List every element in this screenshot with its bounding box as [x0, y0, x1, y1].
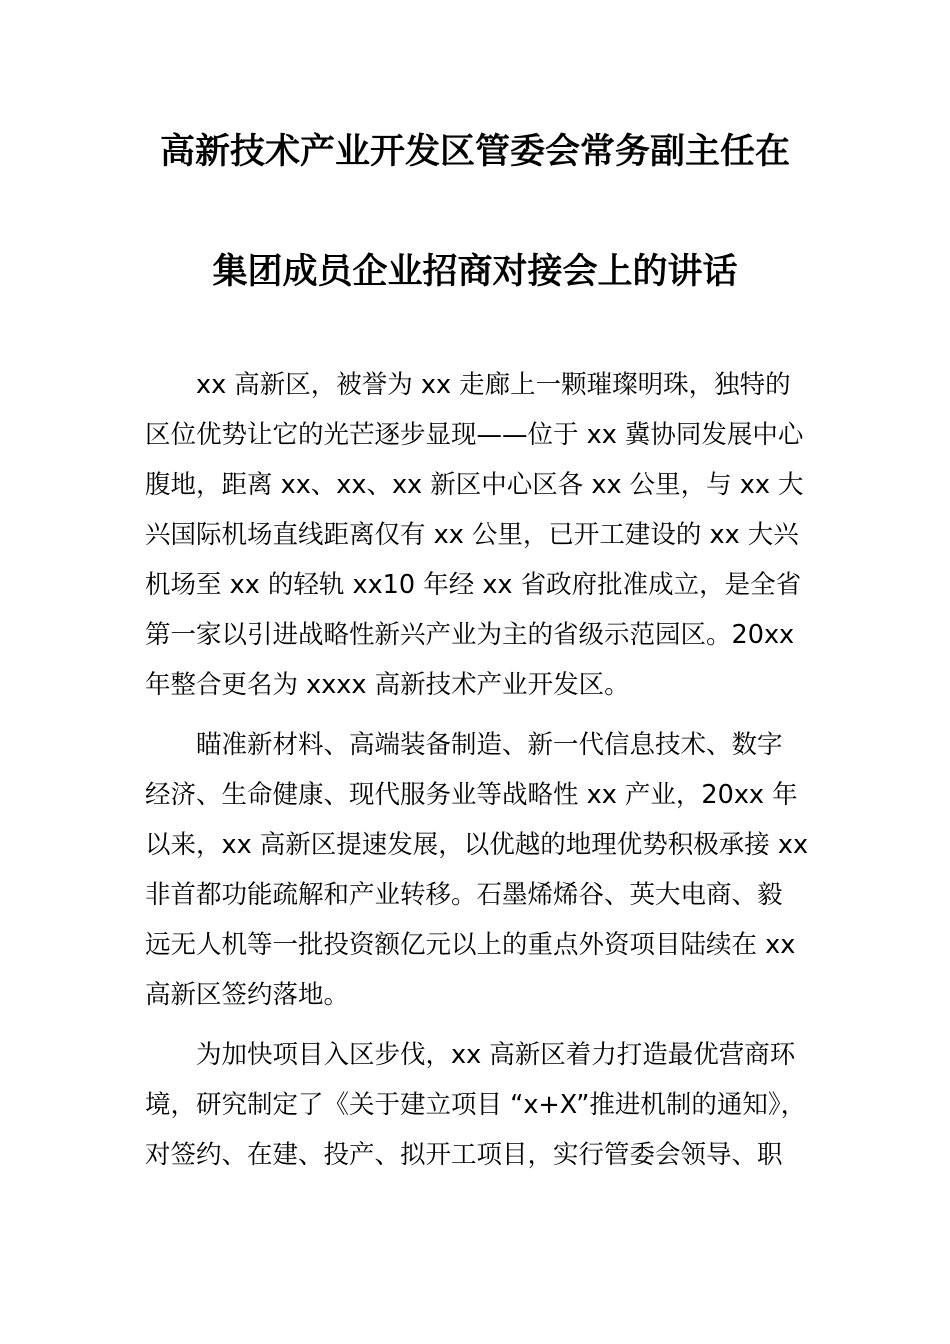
document-title-line-1: 高新技术产业开发区管委会常务副主任在	[159, 132, 790, 172]
paragraph-line: 腹地，距离 xx、xx、xx 新区中心区各 xx 公里，与 xx 大	[145, 470, 804, 500]
paragraph-line: 区位优势让它的光芒逐步显现——位于 xx 冀协同发展中心	[145, 420, 804, 450]
paragraph-line: 非首都功能疏解和产业转移。石墨烯烯谷、英大电商、毅	[145, 880, 783, 910]
paragraph-line: 为加快项目入区步伐，xx 高新区着力打造最优营商环	[196, 1040, 796, 1070]
paragraph-line: 兴国际机场直线距离仅有 xx 公里，已开工建设的 xx 大兴	[145, 520, 799, 550]
paragraph-line: 以来，xx 高新区提速发展，以优越的地理优势积极承接 xx	[145, 830, 809, 860]
paragraph-line: xx 高新区，被誉为 xx 走廊上一颗璀璨明珠，独特的	[196, 370, 791, 400]
paragraph-2	[145, 720, 810, 1020]
paragraph-line: 远无人机等一批投资额亿元以上的重点外资项目陆续在 xx	[145, 930, 796, 960]
paragraph-3	[145, 1030, 810, 1180]
document-title-line-2: 集团成员企业招商对接会上的讲话	[212, 252, 738, 292]
paragraph-1	[145, 360, 810, 710]
paragraph-line: 高新区签约落地。	[145, 980, 350, 1010]
paragraph-line: 对签约、在建、投产、拟开工项目，实行管委会领导、职	[145, 1140, 783, 1170]
paragraph-line: 境，研究制定了《关于建立项目 “x+X”推进机制的通知》，	[145, 1090, 807, 1120]
paragraph-line: 经济、生命健康、现代服务业等战略性 xx 产业，20xx 年	[145, 780, 798, 810]
paragraph-line: 机场至 xx 的轻轨 xx10 年经 xx 省政府批准成立，是全省	[145, 570, 802, 600]
paragraph-line: 第一家以引进战略性新兴产业为主的省级示范园区。20xx	[145, 620, 795, 650]
paragraph-line: 年整合更名为 xxxx 高新技术产业开发区。	[145, 670, 630, 700]
paragraph-line: 瞄准新材料、高端装备制造、新一代信息技术、数字	[196, 730, 783, 760]
